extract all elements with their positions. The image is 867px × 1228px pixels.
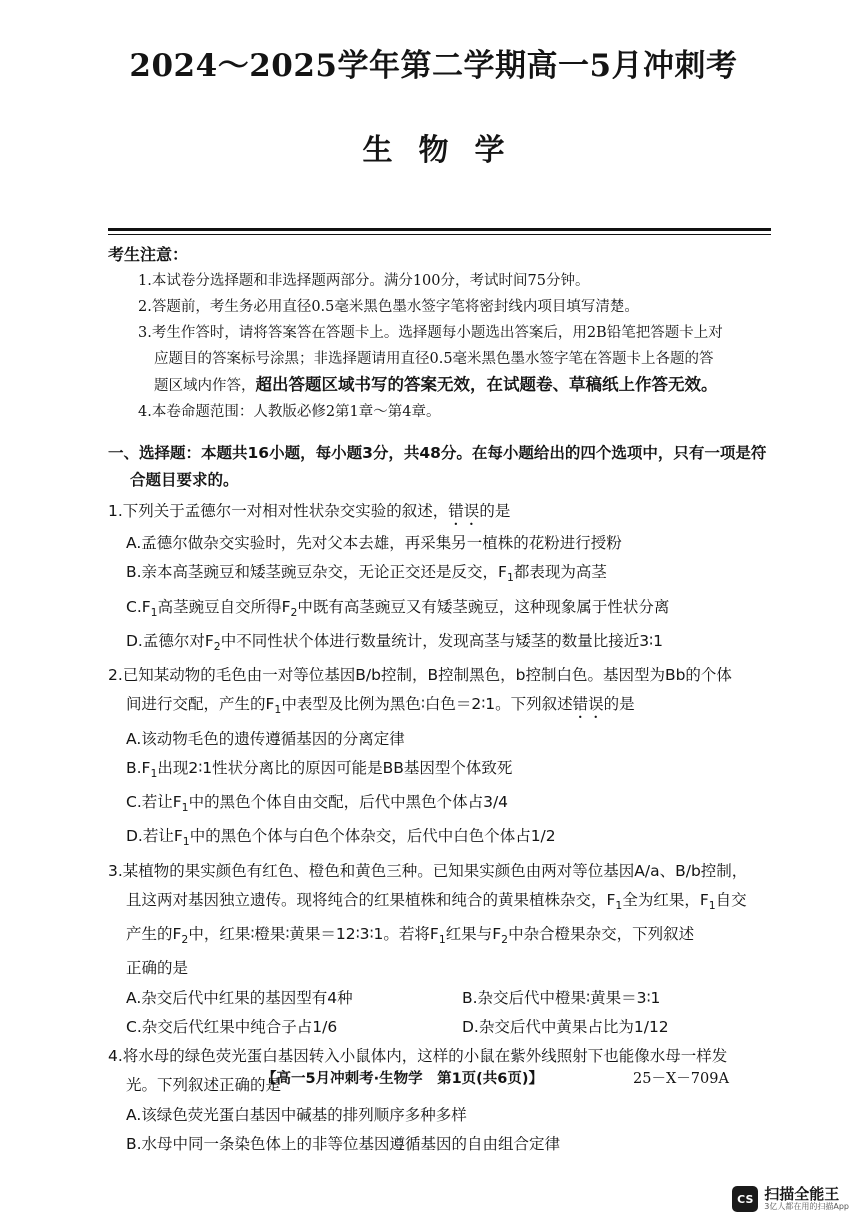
section-header-line-1: 一、选择题：本题共16小题，每小题3分，共48分。在每小题给出的四个选项中，只有一项是符 xyxy=(108,444,767,462)
question-1-stem xyxy=(108,497,780,529)
option-text: 高茎豌豆自交所得F xyxy=(157,597,291,616)
question-text: 且这两对基因独立遗传。现将纯合的红果植株和纯合的黄果植株杂交，F xyxy=(126,890,616,909)
notice-item-2: 2.答题前，考生务必用直径0.5毫米黑色墨水签字笔将密封线内项目填写清楚。 xyxy=(138,299,639,315)
option-text: 中的黑色个体自由交配，后代中黑色个体占3/4 xyxy=(188,793,509,812)
paper-code: 25－X－709A xyxy=(633,1071,729,1087)
question-3-option-d: D.杂交后代中黄果占比为1/12 xyxy=(462,1017,669,1036)
option-text: 都表现为高茎 xyxy=(513,563,607,582)
question-text: 1.下列关于孟德尔一对相对性状杂交实验的叙述， xyxy=(108,502,449,520)
question-1-option-b xyxy=(108,558,780,592)
exam-notice xyxy=(108,242,773,425)
option-text: 中不同性状个体进行数量统计，发现高茎与矮茎的数量比接近3∶1 xyxy=(220,631,663,650)
question-2-option-a: A.该动物毛色的遗传遵循基因的分离定律 xyxy=(126,729,405,748)
option-text: 出现2∶1性状分离比的原因可能是BB基因型个体致死 xyxy=(157,758,513,777)
question-text: 的是 xyxy=(479,502,511,520)
question-text: 红果与F xyxy=(445,925,502,944)
subscript: 1 xyxy=(615,898,623,912)
notice-warning-bold: 超出答题区域书写的答案无效，在试题卷、草稿纸上作答无效。 xyxy=(255,375,718,394)
notice-item-3-line-3 xyxy=(108,372,773,399)
section-header-line-2: 合题目要求的。 xyxy=(130,471,239,489)
question-3-option-a: A.杂交后代中红果的基因型有4种 xyxy=(126,988,353,1007)
option-text: D.若让F xyxy=(126,827,183,846)
question-2-option-b xyxy=(108,754,780,788)
subscript: 2 xyxy=(213,639,221,653)
question-4-stem-line-2: 光。下列叙述正确的是 xyxy=(126,1076,282,1095)
subscript: 2 xyxy=(501,933,509,947)
question-3-stem-line-1: 3.某植物的果实颜色有红色、橙色和黄色三种。已知果实颜色由两对等位基因A/a、B/b控制， xyxy=(108,861,748,880)
question-2-stem-line-2 xyxy=(108,690,780,724)
scanner-tagline: 3亿人都在用的扫描App xyxy=(764,1201,849,1211)
subscript: 1 xyxy=(438,933,446,947)
subscript: 1 xyxy=(150,766,158,780)
scanner-watermark xyxy=(732,1186,849,1212)
question-text: 产生的F xyxy=(126,925,182,944)
page-footer: 【高一5月冲刺考·生物学 第1页(共6页)】 xyxy=(262,1071,544,1087)
notice-item-3: 3.考生作答时，请将答案答在答题卡上。选择题每小题选出答案后，用2B铅笔把答题卡上对 xyxy=(138,325,723,341)
question-4-option-b: B.水母中同一条染色体上的非等位基因遵循基因的自由组合定律 xyxy=(126,1134,561,1153)
option-text: D.孟德尔对F xyxy=(126,631,214,650)
question-4-option-a: A.该绿色荧光蛋白基因中碱基的排列顺序多种多样 xyxy=(126,1105,467,1124)
notice-item-4: 4.本卷命题范围：人教版必修2第1章～第4章。 xyxy=(138,404,441,420)
question-1-option-c xyxy=(108,593,780,627)
subscript: 1 xyxy=(150,605,158,619)
subscript: 1 xyxy=(181,801,189,815)
emphasis-text: 错误 xyxy=(572,695,604,714)
option-text: 中既有高茎豌豆又有矮茎豌豆，这种现象属于性状分离 xyxy=(297,597,670,616)
question-3-option-b: B.杂交后代中橙果∶黄果＝3∶1 xyxy=(462,988,661,1007)
subscript: 1 xyxy=(274,703,282,717)
subscript: 1 xyxy=(506,571,514,585)
question-3-options-row-1 xyxy=(108,984,780,1013)
question-1-option-a: A.孟德尔做杂交实验时，先对父本去雄，再采集另一植株的花粉进行授粉 xyxy=(126,534,622,552)
question-3-options-row-2 xyxy=(108,1013,780,1042)
option-text: B.亲本高茎豌豆和矮茎豌豆杂交，无论正交还是反交，F xyxy=(126,563,507,582)
notice-title: 考生注意： xyxy=(108,245,189,264)
question-text: 的是 xyxy=(603,695,635,714)
question-3-stem-line-3 xyxy=(108,920,780,954)
option-text: C.F xyxy=(126,597,151,616)
scanner-text xyxy=(764,1186,849,1211)
notice-item-1: 1.本试卷分选择题和非选择题两部分。满分100分，考试时间75分钟。 xyxy=(138,273,590,289)
option-text: 中的黑色个体与白色个体杂交，后代中白色个体占1/2 xyxy=(189,827,556,846)
page-title: 2024～2025学年第二学期高一5月冲刺考 xyxy=(129,48,738,84)
subscript: 1 xyxy=(182,835,190,849)
question-text: 中杂合橙果杂交，下列叙述 xyxy=(508,925,695,944)
question-list xyxy=(108,497,780,1159)
question-text: 自交 xyxy=(715,890,747,909)
question-text: 全为红果，F xyxy=(622,890,709,909)
notice-item-3-text: 题区域内作答， xyxy=(154,378,256,394)
section-header xyxy=(108,440,780,494)
option-text: C.若让F xyxy=(126,793,182,812)
question-3-stem-line-4: 正确的是 xyxy=(126,959,189,978)
question-4-stem-line-1: 4.将水母的绿色荧光蛋白基因转入小鼠体内，这样的小鼠在紫外线照射下也能像水母一样发 xyxy=(108,1047,728,1066)
option-text: B.F xyxy=(126,758,151,777)
scanner-name: 扫描全能王 xyxy=(764,1185,840,1204)
question-2-option-c xyxy=(108,788,780,822)
subject-title: 生物学 xyxy=(362,133,531,168)
question-text: 间进行交配，产生的F xyxy=(126,695,275,714)
subscript: 1 xyxy=(708,898,716,912)
question-3-option-c: C.杂交后代红果中纯合子占1/6 xyxy=(126,1017,338,1036)
divider-thin xyxy=(108,234,771,235)
question-3-stem-line-2 xyxy=(108,886,780,920)
question-2-option-d xyxy=(108,822,780,856)
divider-thick xyxy=(108,228,771,231)
emphasis-text: 错误 xyxy=(448,502,480,520)
notice-item-3-line-2: 应题目的答案标号涂黑；非选择题请用直径0.5毫米黑色墨水签字笔在答题卡上各题的答 xyxy=(154,351,714,367)
subscript: 2 xyxy=(181,933,189,947)
question-1-option-d xyxy=(108,627,780,661)
subscript: 2 xyxy=(290,605,298,619)
question-text: 中表型及比例为黑色∶白色＝2∶1。下列叙述 xyxy=(281,695,573,714)
question-2-stem-line-1: 2.已知某动物的毛色由一对等位基因B/b控制，B控制黑色，b控制白色。基因型为Bb的个体 xyxy=(108,666,732,685)
camscanner-logo-icon: CS xyxy=(732,1186,758,1212)
question-text: 中，红果∶橙果∶黄果＝12∶3∶1。若将F xyxy=(188,925,439,944)
